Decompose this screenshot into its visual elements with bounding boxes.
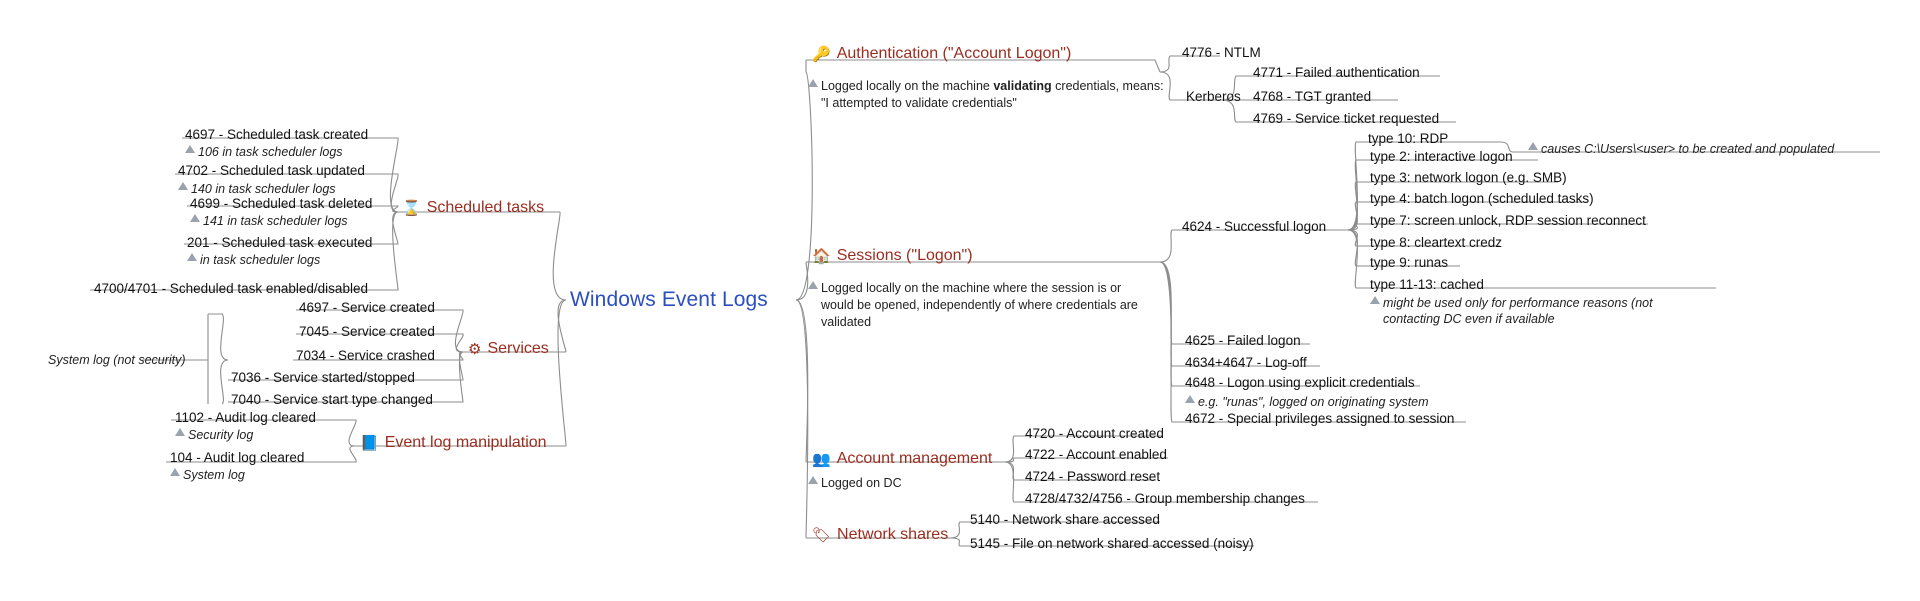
note-text-bold: validating xyxy=(993,79,1052,93)
list-item[interactable]: type 2: interactive logon xyxy=(1370,149,1513,164)
cached-note: might be used only for performance reasons (not contacting DC even if available xyxy=(1370,295,1703,328)
note-icon xyxy=(1185,395,1195,404)
branch-authentication[interactable] xyxy=(812,44,1071,64)
note-icon xyxy=(1528,142,1538,151)
root-node: Windows Event Logs xyxy=(570,288,768,311)
note-icon xyxy=(808,281,818,290)
note-icon xyxy=(175,428,185,437)
list-item[interactable]: type 8: cleartext credz xyxy=(1370,235,1503,250)
list-item-note: System log xyxy=(170,467,245,483)
note-text-prefix: Logged locally on the machine xyxy=(821,79,994,93)
list-item[interactable]: 7034 - Service crashed xyxy=(296,348,435,363)
note-icon xyxy=(185,145,195,154)
list-item[interactable]: 7045 - Service created xyxy=(299,324,435,339)
note-icon xyxy=(190,214,200,223)
list-item[interactable]: type 4: batch logon (scheduled tasks) xyxy=(1370,191,1594,206)
list-item-note: 141 in task scheduler logs xyxy=(190,213,348,229)
note-icon xyxy=(178,182,188,191)
list-item[interactable]: 4724 - Password reset xyxy=(1025,469,1161,484)
branch-sessions[interactable] xyxy=(812,246,973,266)
branch-label: Authentication ("Account Logon") xyxy=(836,45,1072,62)
note-icon xyxy=(170,468,180,477)
note-icon xyxy=(808,79,818,88)
list-item[interactable]: 4625 - Failed logon xyxy=(1185,333,1301,348)
list-item[interactable]: type 11-13: cached xyxy=(1370,277,1484,292)
list-item[interactable]: 5145 - File on network shared accessed (noisy) xyxy=(970,536,1254,551)
list-item[interactable]: 4634+4647 - Log-off xyxy=(1185,355,1307,370)
branch-services[interactable] xyxy=(468,339,549,359)
list-item[interactable]: 4769 - Service ticket requested xyxy=(1253,111,1440,126)
note-text-suffix: credentials, means: "I attempted to validate credentials" xyxy=(821,79,1164,110)
branch-label: Sessions ("Logon") xyxy=(836,247,973,264)
list-item[interactable]: 7036 - Service started/stopped xyxy=(231,370,415,385)
list-item[interactable]: 7040 - Service start type changed xyxy=(231,392,433,407)
rdp-annotation: causes C:\Users\<user> to be created and populated xyxy=(1528,141,1834,157)
list-item[interactable]: 4697 - Scheduled task created xyxy=(185,127,369,142)
note-text: Logged locally on the machine where the session is or would be opened, independently of where credentials are validated xyxy=(821,281,1138,329)
list-item[interactable]: 4728/4732/4756 - Group membership changes xyxy=(1025,491,1305,506)
authentication-note xyxy=(808,78,1171,112)
note-icon xyxy=(1370,296,1380,305)
list-item-note: 106 in task scheduler logs xyxy=(185,144,343,160)
list-item[interactable]: 4702 - Scheduled task updated xyxy=(178,163,365,178)
house-icon: 🏠 xyxy=(812,247,831,265)
list-item[interactable]: 4624 - Successful logon xyxy=(1182,219,1327,234)
branch-network-shares[interactable] xyxy=(812,525,948,545)
branch-label: Scheduled tasks xyxy=(426,199,545,216)
list-item-note: e.g. "runas", logged on originating system xyxy=(1185,394,1429,410)
list-item[interactable]: 1102 - Audit log cleared xyxy=(175,410,316,425)
key-icon: 🔑 xyxy=(812,45,831,63)
list-item[interactable]: 4697 - Service created xyxy=(299,300,435,315)
list-item[interactable]: 4699 - Scheduled task deleted xyxy=(190,196,373,211)
branch-scheduled-tasks[interactable] xyxy=(402,198,544,218)
branch-label: Network shares xyxy=(837,526,949,543)
hourglass-icon: ⌛ xyxy=(402,199,421,217)
services-side-note: System log (not security) xyxy=(48,353,186,367)
sessions-note xyxy=(808,280,1151,331)
note-icon xyxy=(808,476,818,485)
list-item[interactable]: 104 - Audit log cleared xyxy=(170,450,305,465)
list-item-note: Security log xyxy=(175,427,253,443)
kerberos-group-label[interactable]: Kerberos xyxy=(1186,89,1241,104)
list-item[interactable]: 4768 - TGT granted xyxy=(1253,89,1372,104)
tag-icon: 🏷 xyxy=(812,526,832,544)
note-icon xyxy=(187,253,197,262)
list-item[interactable]: 4776 - NTLM xyxy=(1182,45,1261,60)
list-item[interactable]: 4722 - Account enabled xyxy=(1025,447,1167,462)
branch-label: Event log manipulation xyxy=(384,434,547,451)
list-item[interactable]: type 3: network logon (e.g. SMB) xyxy=(1370,170,1567,185)
list-item[interactable]: 4648 - Logon using explicit credentials xyxy=(1185,375,1415,390)
list-item[interactable]: type 10: RDP xyxy=(1368,131,1449,146)
list-item-note: 140 in task scheduler logs xyxy=(178,181,336,197)
branch-account-management[interactable] xyxy=(812,449,992,469)
account-management-note: Logged on DC xyxy=(808,475,902,492)
list-item[interactable]: 4700/4701 - Scheduled task enabled/disabled xyxy=(94,281,368,296)
users-icon: 👥 xyxy=(812,450,831,468)
branch-event-log-manipulation[interactable] xyxy=(360,433,547,453)
gear-icon: ⚙ xyxy=(468,340,482,358)
list-item[interactable]: type 7: screen unlock, RDP session reconnect xyxy=(1370,213,1646,228)
branch-label: Account management xyxy=(836,450,993,467)
book-icon: 📘 xyxy=(360,434,379,452)
list-item-note: in task scheduler logs xyxy=(187,252,320,268)
list-item[interactable]: 4720 - Account created xyxy=(1025,426,1164,441)
list-item[interactable]: 4672 - Special privileges assigned to session xyxy=(1185,411,1455,426)
branch-label: Services xyxy=(487,340,549,357)
list-item[interactable]: 5140 - Network share accessed xyxy=(970,512,1160,527)
list-item[interactable]: 4771 - Failed authentication xyxy=(1253,65,1420,80)
list-item[interactable]: 201 - Scheduled task executed xyxy=(187,235,373,250)
list-item[interactable]: type 9: runas xyxy=(1370,255,1449,270)
